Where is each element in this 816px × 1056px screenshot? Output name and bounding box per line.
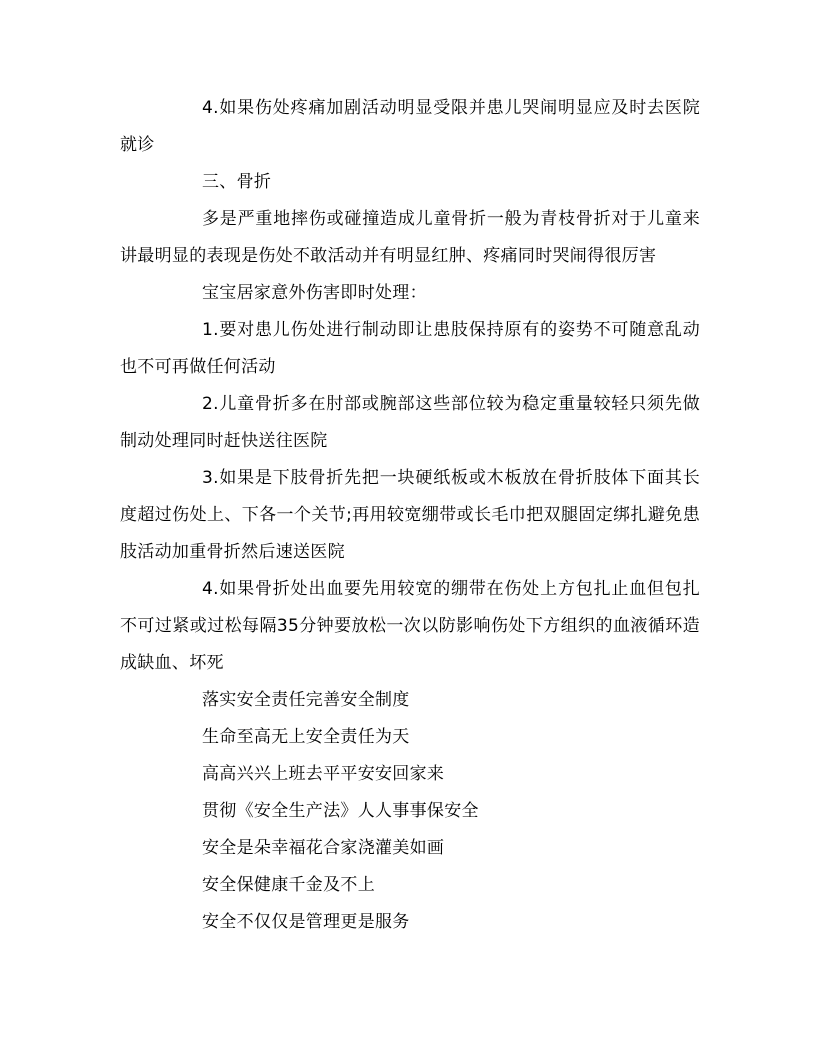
safety-slogan: 安全保健康千金及不上 <box>202 875 375 895</box>
paragraph-step-2: 2.儿童骨折多在肘部或腕部这些部位较为稳定重量较轻只须先做制动处理同时赶快送往医院 <box>120 394 700 451</box>
paragraph-item-4-seek-hospital: 4.如果伤处疼痛加剧活动明显受限并患儿哭闹明显应及时去医院就诊 <box>120 98 700 155</box>
paragraph-fracture-description: 多是严重地摔伤或碰撞造成儿童骨折一般为青枝骨折对于儿童来讲最明显的表现是伤处不敢活动并有明显红肿、疼痛同时哭闹得很厉害 <box>120 209 700 266</box>
safety-slogan: 安全不仅仅是管理更是服务 <box>202 912 410 932</box>
safety-slogan: 生命至高无上安全责任为天 <box>202 727 410 747</box>
safety-slogan: 安全是朵幸福花合家浇灌美如画 <box>202 838 445 858</box>
paragraph-step-1: 1.要对患儿伤处进行制动即让患肢保持原有的姿势不可随意乱动也不可再做任何活动 <box>120 320 700 377</box>
safety-slogan: 高高兴兴上班去平平安安回家来 <box>202 764 445 784</box>
subheading-home-injury-handling: 宝宝居家意外伤害即时处理： <box>202 283 427 303</box>
safety-slogan-list <box>120 682 700 941</box>
paragraph-step-3: 3.如果是下肢骨折先把一块硬纸板或木板放在骨折肢体下面其长度超过伤处上、下各一个关节;再用较宽绷带或长毛巾把双腿固定绑扎避免患肢活动加重骨折然后速送医院 <box>120 468 700 562</box>
section-heading-fracture: 三、骨折 <box>202 172 272 192</box>
document-body <box>120 90 700 941</box>
safety-slogan: 贯彻《安全生产法》人人事事保安全 <box>202 801 479 821</box>
safety-slogan: 落实安全责任完善安全制度 <box>202 690 410 710</box>
paragraph-step-4: 4.如果骨折处出血要先用较宽的绷带在伤处上方包扎止血但包扎不可过紧或过松每隔35分钟要放松一次以防影响伤处下方组织的血液循环造成缺血、坏死 <box>120 579 700 673</box>
